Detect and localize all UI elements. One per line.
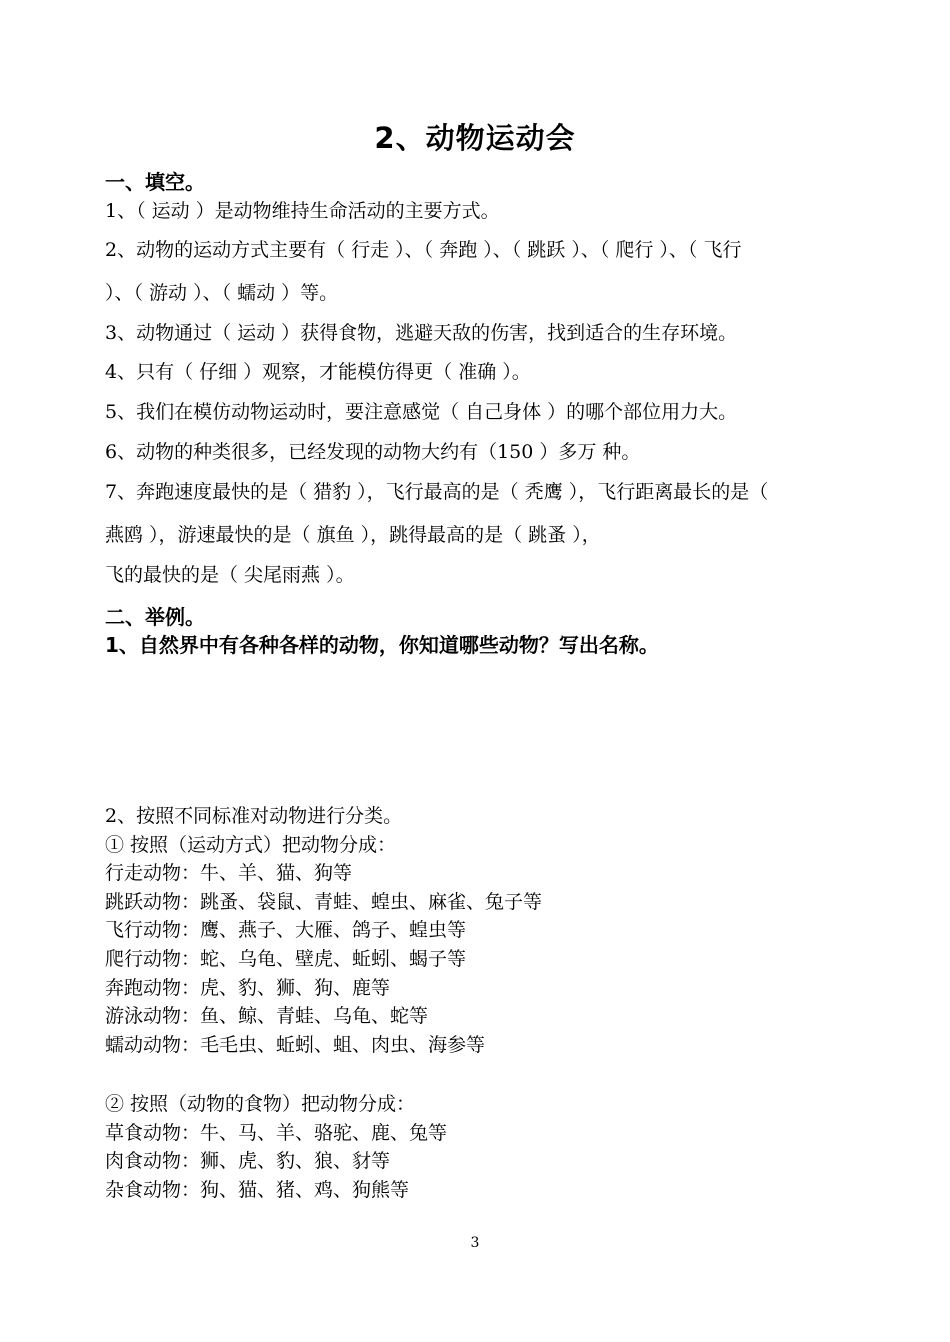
fill-blank-line: 1、（ 运动 ）是动物维持生命活动的主要方式。 (105, 200, 500, 222)
list-item: 肉食动物：狮、虎、豹、狼、豺等 (105, 1150, 391, 1172)
fill-blank-line: 3、动物通过（ 运动 ）获得食物，逃避天敌的伤害，找到适合的生存环境。 (105, 322, 738, 344)
question-1: 1、自然界中有各种各样的动物，你知道哪些动物？写出名称。 (105, 633, 659, 657)
section-heading-examples: 二、举例。 (105, 605, 205, 629)
fill-blank-line: 7、奔跑速度最快的是（ 猎豹 ），飞行最高的是（ 秃鹰 ），飞行距离最长的是（ (105, 481, 769, 503)
list-item: 草食动物：牛、马、羊、骆驼、鹿、兔等 (105, 1122, 448, 1144)
list-item: 跳跃动物：跳蚤、袋鼠、青蛙、蝗虫、麻雀、兔子等 (105, 891, 543, 913)
list-item: 杂食动物：狗、猫、猪、鸡、狗熊等 (105, 1179, 410, 1201)
fill-blank-line: 燕鸥 ），游速最快的是（ 旗鱼 ），跳得最高的是（ 跳蚤 ）， (105, 524, 601, 546)
section-heading-fill-blank: 一、填空。 (105, 170, 205, 194)
list-item: 飞行动物：鹰、燕子、大雁、鸽子、蝗虫等 (105, 919, 467, 941)
list-item: 行走动物：牛、羊、猫、狗等 (105, 862, 353, 884)
list-item: 游泳动物：鱼、鲸、青蛙、乌龟、蛇等 (105, 1005, 429, 1027)
page-number: 3 (470, 1235, 480, 1251)
group-heading-motion: ① 按照（运动方式）把动物分成： (105, 834, 397, 856)
group-heading-food: ② 按照（动物的食物）把动物分成： (105, 1093, 416, 1115)
list-item: 奔跑动物：虎、豹、狮、狗、鹿等 (105, 977, 391, 999)
page-title: 2、动物运动会 (374, 121, 576, 155)
fill-blank-line: 5、我们在模仿动物运动时，要注意感觉（ 自己身体 ）的哪个部位用力大。 (105, 401, 738, 423)
fill-blank-line: 6、动物的种类很多，已经发现的动物大约有（150 ）多万 种。 (105, 441, 641, 463)
fill-blank-line: 4、只有（ 仔细 ）观察，才能模仿得更（ 准确 ）。 (105, 361, 531, 383)
question-2: 2、按照不同标准对动物进行分类。 (105, 805, 403, 827)
fill-blank-line: ）、（ 游动 ）、（ 蠕动 ）等。 (105, 282, 339, 304)
list-item: 蠕动动物：毛毛虫、蚯蚓、蛆、肉虫、海参等 (105, 1034, 486, 1056)
list-item: 爬行动物：蛇、乌龟、壁虎、蚯蚓、蝎子等 (105, 948, 467, 970)
fill-blank-line: 2、动物的运动方式主要有（ 行走 ）、（ 奔跑 ）、（ 跳跃 ）、（ 爬行 ）、（ 飞行 (105, 239, 742, 261)
fill-blank-line: 飞的最快的是（ 尖尾雨燕 ）。 (105, 564, 355, 586)
